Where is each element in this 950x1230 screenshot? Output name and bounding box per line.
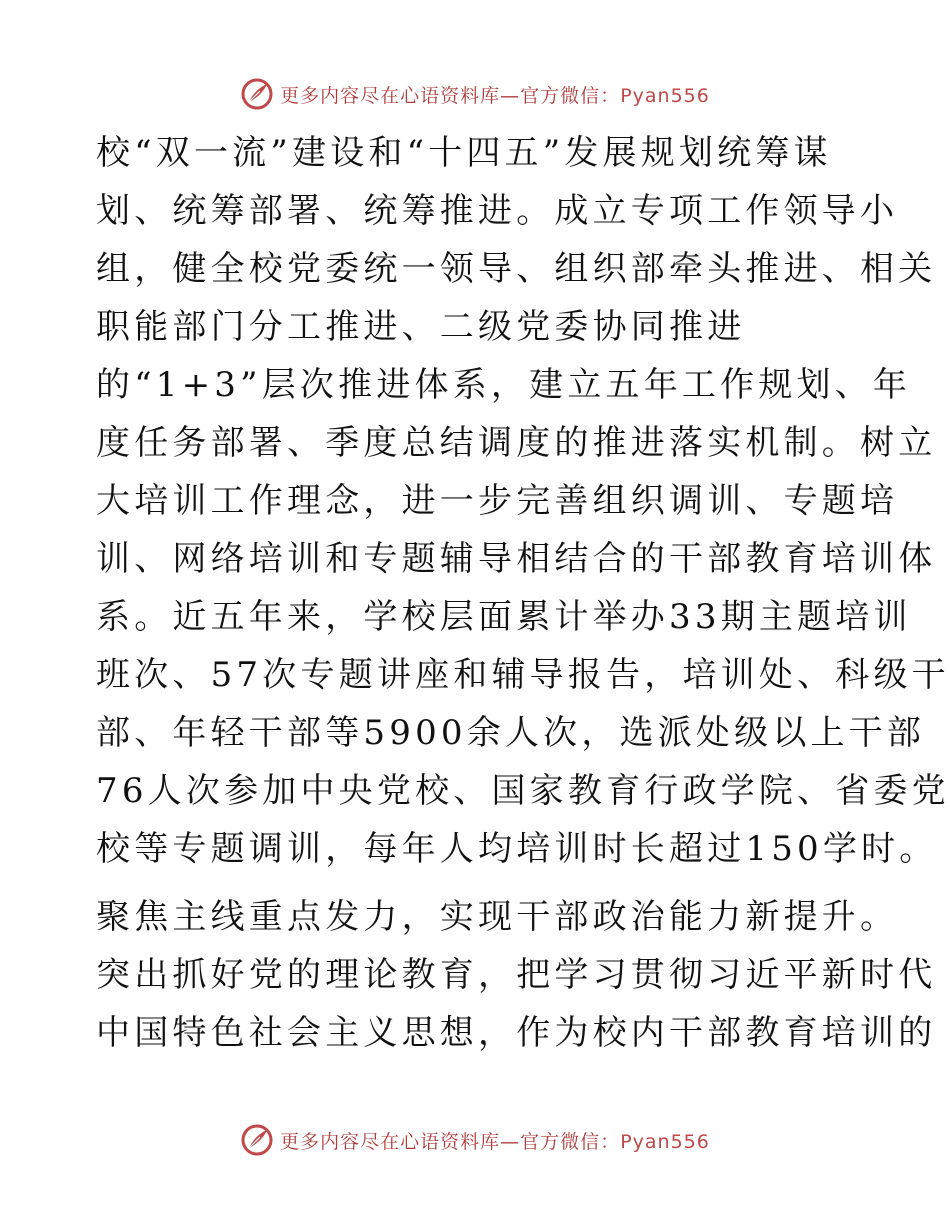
text-line: 大培训工作理念，进一步完善组织调训、专题培 [96,481,899,521]
text-line: 训、网络培训和专题辅导相结合的干部教育培训体 [96,539,937,579]
text-line: 组，健全校党委统一领导、组织部牵头推进、相关 [96,249,937,289]
footer-watermark [0,1120,950,1160]
text-line: 划、统筹部署、统筹推进。成立专项工作领导小 [96,191,899,231]
text-line: 部、年轻干部等5900余人次，选派处级以上干部 [96,713,926,753]
text-line: 的“1+3”层次推进体系，建立五年工作规划、年 [96,365,912,405]
text-line: 76人次参加中央党校、国家教育行政学院、省委党 [96,771,950,811]
watermark [240,77,710,111]
feather-pen-logo-icon [240,1123,274,1157]
text-line: 校“双一流”建设和“十四五”发展规划统筹谋 [96,133,832,173]
watermark [240,1123,710,1157]
text-line: 班次、57次专题讲座和辅导报告，培训处、科级干 [96,655,950,695]
watermark-text: 更多内容尽在心语资料库—官方微信：Pyan556 [280,1130,710,1153]
header-watermark [0,74,950,114]
section-heading-line: 聚焦主线重点发力，实现干部政治能力新提升。 [96,897,899,937]
document-body [96,124,950,1062]
text-line: 中国特色社会主义思想，作为校内干部教育培训的 [96,1013,937,1053]
watermark-text: 更多内容尽在心语资料库—官方微信：Pyan556 [280,84,710,107]
text-line: 突出抓好党的理论教育，把学习贯彻习近平新时代 [96,955,937,995]
text-line: 校等专题调训，每年人均培训时长超过150学时。 [96,829,938,869]
text-line: 度任务部署、季度总结调度的推进落实机制。树立 [96,423,937,463]
text-line: 职能部门分工推进、二级党委协同推进 [96,307,746,347]
feather-pen-logo-icon [240,77,274,111]
text-line: 系。近五年来，学校层面累计举办33期主题培训 [96,597,912,637]
